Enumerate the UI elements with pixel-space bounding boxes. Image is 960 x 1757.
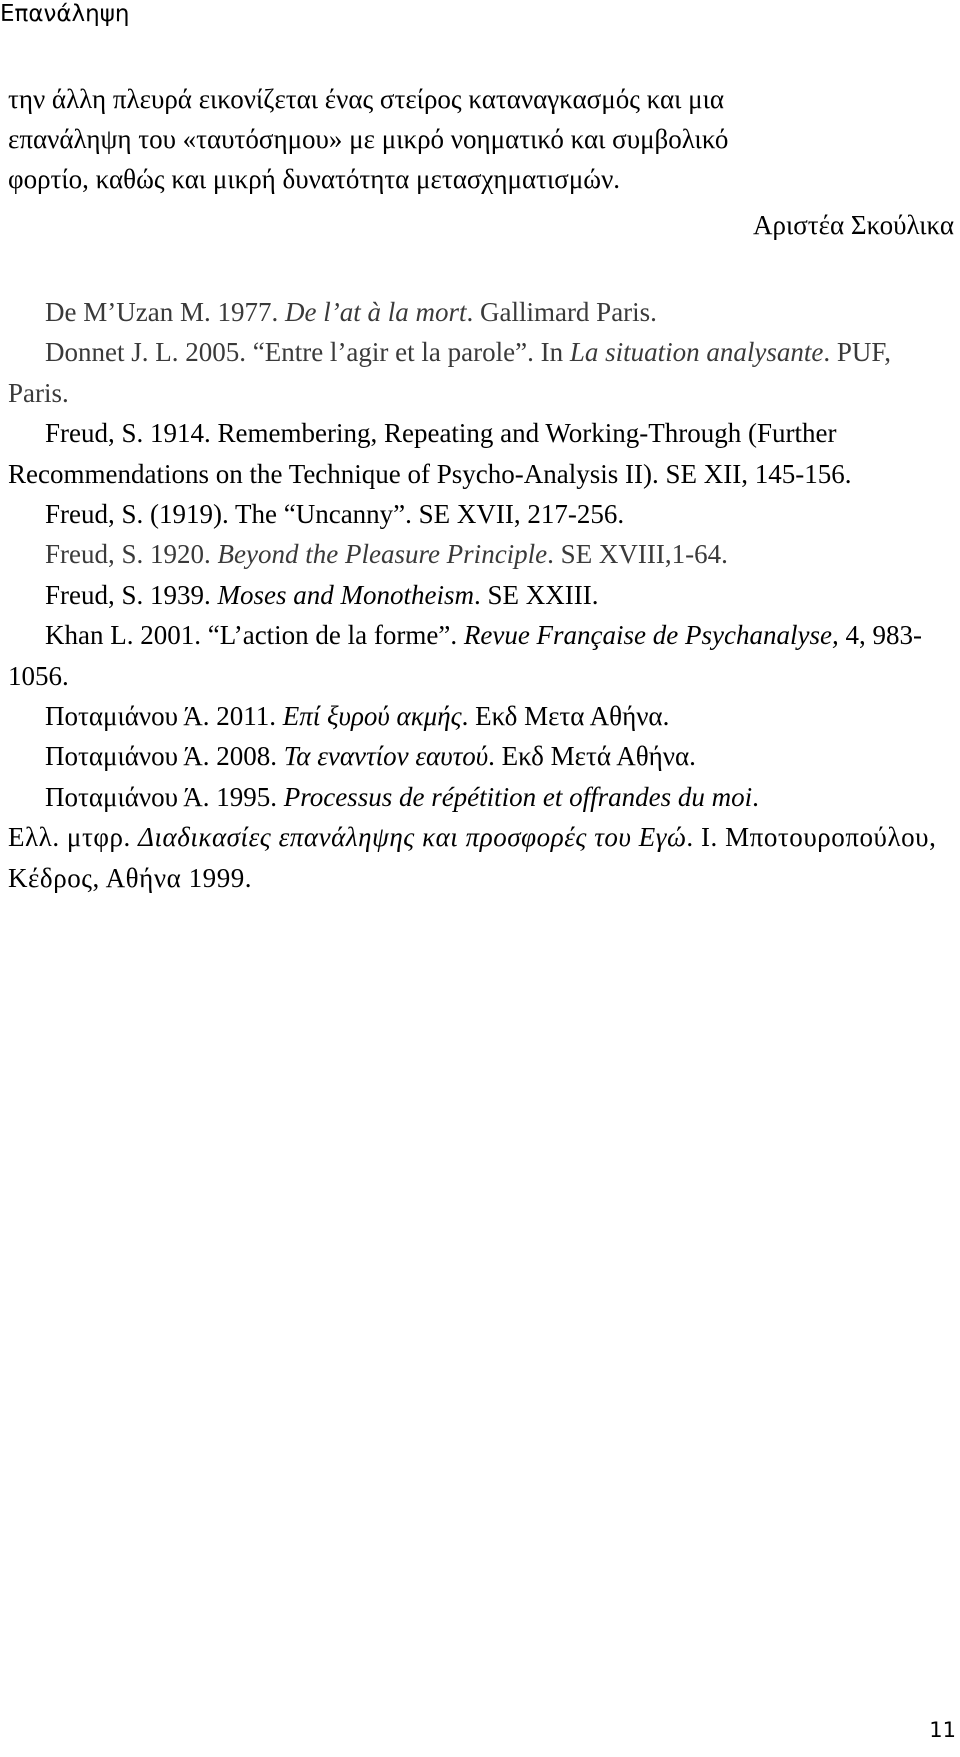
reference-text: Freud, S. (1919). The “Uncanny”. SE XVII, 217-256.: [45, 499, 625, 530]
reference-title: De l’at à la mort: [284, 297, 467, 327]
reference-title: Beyond the Pleasure Principle: [217, 539, 548, 570]
page-number: 11: [929, 1718, 956, 1742]
running-header: Επανάληψη: [0, 1, 130, 27]
reference-text: Freud, S. 1939.: [45, 579, 218, 610]
reference-title: Revue Française de Psychanalyse,: [463, 620, 839, 651]
reference-text: Ποταμιάνου Ά. 2008.: [45, 741, 284, 772]
body-paragraph: [8, 79, 948, 199]
reference-item: [8, 494, 953, 534]
reference-text: .: [752, 781, 759, 812]
reference-item: [8, 736, 953, 776]
paragraph-line: επανάληψη του «ταυτόσημου» με μικρό νοηματικό και συμβολικό: [8, 124, 729, 154]
reference-title: Επί ξυρού ακμής: [282, 701, 462, 732]
reference-item: [8, 413, 953, 494]
reference-title: La situation analysante: [569, 337, 824, 368]
reference-item: [8, 332, 953, 413]
reference-text: . PUF, Paris.: [8, 337, 891, 408]
reference-item: [8, 777, 953, 817]
reference-text: De M’Uzan M. 1977.: [45, 297, 285, 327]
paragraph-line: την άλλη πλευρά εικονίζεται ένας στείρος καταναγκασμός και μια: [8, 84, 725, 114]
reference-text: Ποταμιάνου Ά. 1995.: [45, 781, 284, 812]
reference-text: . SE XVIII,1-64.: [547, 539, 728, 570]
reference-text: Freud, S. 1920.: [45, 539, 218, 570]
reference-title: Τα εναντίον εαυτού: [283, 741, 489, 772]
author-signature: Αριστέα Σκούλικα: [752, 210, 954, 240]
reference-text: . Εκδ Μετα Αθήνα.: [461, 701, 670, 732]
reference-text: Freud, S. 1914. Remembering, Repeating and Working-Through (Further Recommendations on the Technique of Psycho-Analysis II). SE XII, 145-156.: [8, 418, 852, 489]
reference-text: . Ι. Μποτουροπούλου, Κέδρος, Αθήνα 1999.: [8, 822, 937, 893]
reference-item: [8, 292, 953, 332]
reference-text: . Εκδ Μετά Αθήνα.: [488, 741, 696, 772]
reference-item: [8, 534, 953, 574]
reference-text: Ελλ. μτφρ.: [8, 822, 139, 853]
reference-title: Processus de répétition et offrandes du moi: [283, 781, 753, 812]
reference-list: [8, 292, 953, 898]
reference-title: Διαδικασίες επανάληψης και προσφορές του Εγώ: [138, 822, 687, 853]
reference-text: 4, 983-1056.: [8, 620, 922, 691]
reference-title: Moses and Monotheism: [217, 579, 474, 610]
reference-text: . Gallimard Paris.: [466, 297, 657, 327]
reference-item: [8, 696, 953, 736]
reference-item: [8, 575, 953, 615]
reference-item: [8, 817, 953, 898]
reference-text: Ποταμιάνου Ά. 2011.: [45, 701, 283, 732]
reference-text: Donnet J. L. 2005. “Entre l’agir et la parole”. In: [45, 337, 570, 368]
paragraph-line: φορτίο, καθώς και μικρή δυνατότητα μετασχηματισμών.: [8, 164, 621, 194]
reference-item: [8, 615, 953, 696]
reference-text: Khan L. 2001. “L’action de la forme”.: [45, 620, 464, 651]
reference-text: . SE XXIII.: [474, 579, 599, 610]
